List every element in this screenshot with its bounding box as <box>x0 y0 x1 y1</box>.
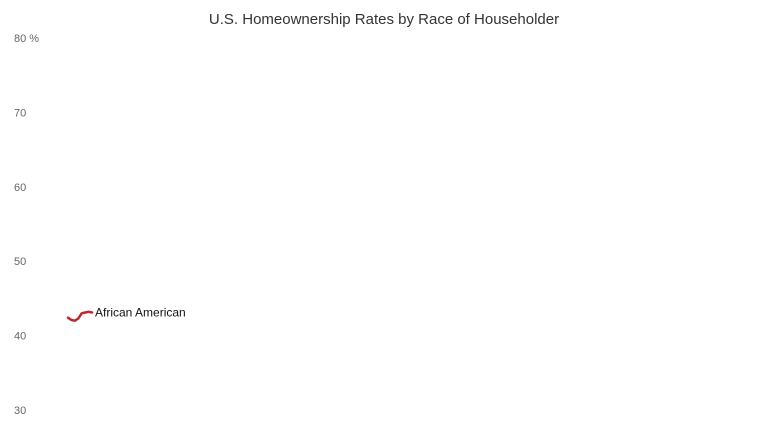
y-tick-label: 40 <box>14 330 27 343</box>
y-tick-label: 70 <box>14 107 27 120</box>
chart-title: U.S. Homeownership Rates by Race of Householder <box>208 11 560 28</box>
series-label: African American <box>95 305 186 320</box>
series-layer <box>68 306 186 321</box>
y-tick-label: 50 <box>14 256 27 269</box>
y-tick-label: 60 <box>14 181 27 194</box>
y-tick-label: 30 <box>14 405 27 417</box>
series-line-african-american <box>68 312 92 321</box>
y-axis <box>14 33 39 417</box>
y-tick-label: 80 % <box>14 33 40 45</box>
